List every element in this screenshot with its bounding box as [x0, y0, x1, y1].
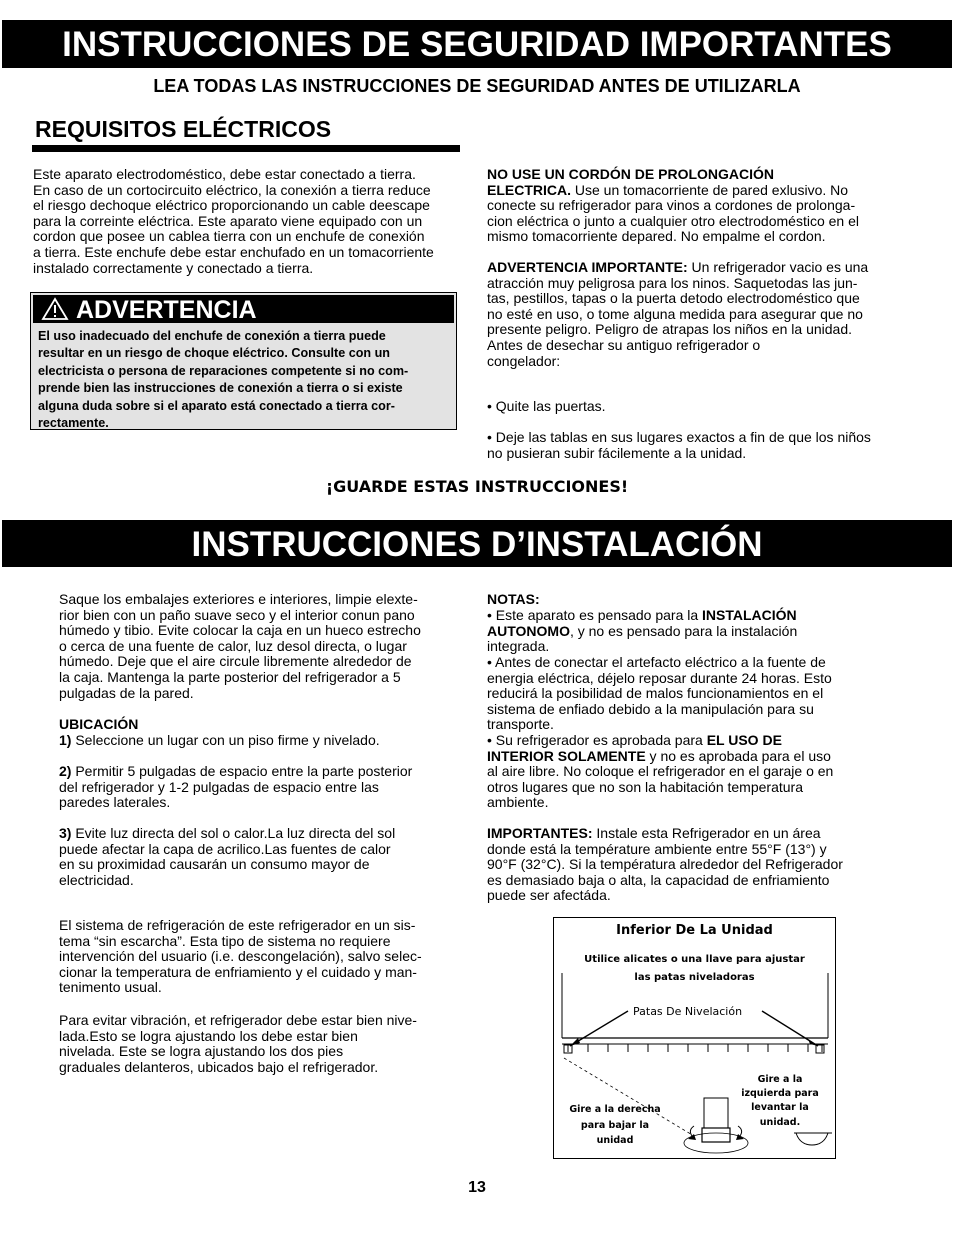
safety-subtitle: LEA TODAS LAS INSTRUCCIONES DE SEGURIDAD ANTES DE UTILIZARLA — [153, 76, 801, 96]
installation-banner-title: INSTRUCCIONES D’INSTALACIÓN — [2, 520, 952, 567]
no-extension-paragraph — [487, 167, 927, 245]
leveling-legs-figure — [553, 917, 836, 1159]
note-indoor-use — [487, 733, 927, 811]
temperature-heading: IMPORTANTES: — [487, 825, 593, 841]
note-1-pre: • Este aparato es pensado para la — [487, 607, 703, 623]
location-step-2 — [59, 764, 479, 811]
turn-left-raise-label: Gire a la izquierda para levantar la unidad. — [741, 1074, 819, 1128]
note-rest-24h: • Antes de conectar el artefacto eléctrico a la fuente de energia eléctrica, déjelo reposar durante 24 horas. Esto reducirá la posibilidad de malos funcionamientos en el sistema de enfiado debido a la manipulación para su transporte. — [487, 654, 832, 733]
warning-box — [30, 292, 457, 430]
figure-title: Inferior De La Unidad — [616, 923, 773, 938]
electrical-intro: Este aparato electrodoméstico, debe estar conectado a tierra. En caso de un cortocircuito eléctrico, la conexión a tierra reduce el riesgo dechoque eléctrico proporcionando un cable deescape para la correinte eléctrica. Este aparato viene equipado con un cordon que posee un cablea tierra con un enchufe de conexión a tierra. Este enchufe debe estar enchufado en un tomacorriente instalado correctamente y conectado a tierra. — [33, 166, 434, 276]
bullet-leave-shelves: • Deje las tablas en sus lugares exactos a fin de que los niños no pusieran subir fácilemente a la unidad. — [487, 429, 871, 461]
note-3-pre: • Su refrigerador es aprobada para — [487, 732, 707, 748]
note-1-post: , y no es pensado para la instalación integrada. — [487, 622, 798, 655]
page-number: 13 — [468, 1179, 486, 1196]
note-freestanding — [487, 608, 927, 655]
turn-right-lower-label: Gire a la derecha para bajar la unidad — [569, 1104, 661, 1146]
no-extension-text: Use un tomacorriente de pared exlusivo. No conecte su refrigerador para vinos a cordones de prolonga- cion eléctrica o junto a cualquier otro electrodoméstico en el mismo tomacorriente depared. No empalme el cordon. — [487, 181, 859, 245]
important-warning-text: Un refrigerador vacio es una atracción muy peligrosa para los ninos. Saquetodas las jun- tas, pestillos, tapas o la puerta detodo electrodoméstico que no esté en uso, o tome alguna medida para asegurar que no presente peligro. Peligro de atrapas los niños en la unidad. Antes de desechar su antiguo refrigerador o congelador: — [487, 259, 869, 369]
step-2-number: 2) — [59, 763, 72, 779]
location-step-1 — [59, 733, 479, 749]
important-warning-heading: ADVERTENCIA IMPORTANTE: — [487, 259, 688, 275]
warning-title: ADVERTENCIA — [76, 296, 257, 324]
save-instructions-note: ¡GUARDE ESTAS INSTRUCCIONES! — [325, 477, 629, 496]
temperature-paragraph — [487, 826, 927, 904]
note-3-bold: EL USO DE INTERIOR SOLAMENTE — [487, 732, 782, 764]
temperature-text: Instale esta Refrigerador en un área donde está la température ambiente entre 55°F (13°) y 90°F (32°C). Si la températura alrededor del Refrigerador es demasiado baja o alta, la capacidad de enfriamiento puede ser afectáda. — [487, 825, 843, 904]
step-1-number: 1) — [59, 732, 72, 748]
defrost-paragraph: El sistema de refrigeración de este refrigerador en un sis- tema “sin escarcha”. Esta tipo de sistema no requiere intervención del usuario (i.e. descongelación), salvo selec- cionar la temperatura de enfriamiento y el cuidado y man- tenimento usual. — [59, 917, 422, 996]
vibration-paragraph: Para evitar vibración, et refrigerador debe estar bien nive- lada.Esto se logra ajustando los debe estar bien nivelada. Este se logra ajustando los dos pies graduales delanteros, ubicados bajo el refrigerador. — [59, 1012, 417, 1075]
warning-header — [33, 295, 454, 323]
bullet-remove-doors: • Quite las puertas. — [487, 398, 606, 414]
note-3-post: y no es aprobada para el uso al aire libre. No coloque el refrigerador en el garaje o en otros lugares que no son la habitación temperatura ambiente. — [487, 747, 834, 811]
safety-banner-title: INSTRUCCIONES DE SEGURIDAD IMPORTANTES — [2, 20, 952, 68]
note-1-bold: INSTALACIÓN AUTONOMO — [487, 607, 797, 639]
step-2-text: Permitir 5 pulgadas de espacio entre la parte posterior del refrigerador y 1-2 pulgadas de espacio entre las paredes laterales. — [59, 763, 413, 811]
section-divider — [32, 145, 460, 152]
location-heading: UBICACIÓN — [59, 716, 139, 732]
location-step-3 — [59, 826, 479, 888]
step-1-text: Seleccione un lugar con un piso firme y nivelado. — [71, 732, 380, 748]
no-extension-heading: NO USE UN CORDÓN DE PROLONGACIÓN ELECTRICA. — [487, 166, 775, 198]
warning-triangle-icon — [41, 297, 69, 321]
electrical-section-title: REQUISITOS ELÉCTRICOS — [35, 116, 332, 142]
leveling-legs-label: Patas De Nivelación — [633, 1005, 743, 1018]
important-warning-paragraph — [487, 260, 927, 369]
warning-text: El uso inadecuado del enchufe de conexión a tierra puede resultar en un riesgo de choque eléctrico. Consulte con un electricista o persona de reparaciones competente si no com- prende bien las instrucciones de conexión a tierra o si existe alguna duda sobre si el aparato está conectado a tierra cor- rectamente. — [38, 329, 409, 431]
figure-subtitle: Utilice alicates o una llave para ajustar las patas niveladoras — [584, 954, 805, 983]
step-3-text: Evite luz directa del sol o calor.La luz directa del sol puede afectar la capa de acrilico.Las fuentes de calor en su proximidad causarán un consumo mayor de electricidad. — [59, 825, 396, 888]
unpack-paragraph: Saque los embalajes exteriores e interiores, limpie elexte- rior bien con un paño suave seco y el interior conun pano húmedo y tibio. Evite colocar la caja en un hueco estrecho o cerca de una fuente de calor, luz desol directa, o lugar húmedo. Deje que el aire circule libremente alrededor de la caja. Mantenga la parte posterior del refrigerador a 5 pulgadas de la pared. — [59, 591, 421, 701]
step-3-number: 3) — [59, 825, 72, 841]
notes-heading: NOTAS: — [487, 591, 540, 607]
